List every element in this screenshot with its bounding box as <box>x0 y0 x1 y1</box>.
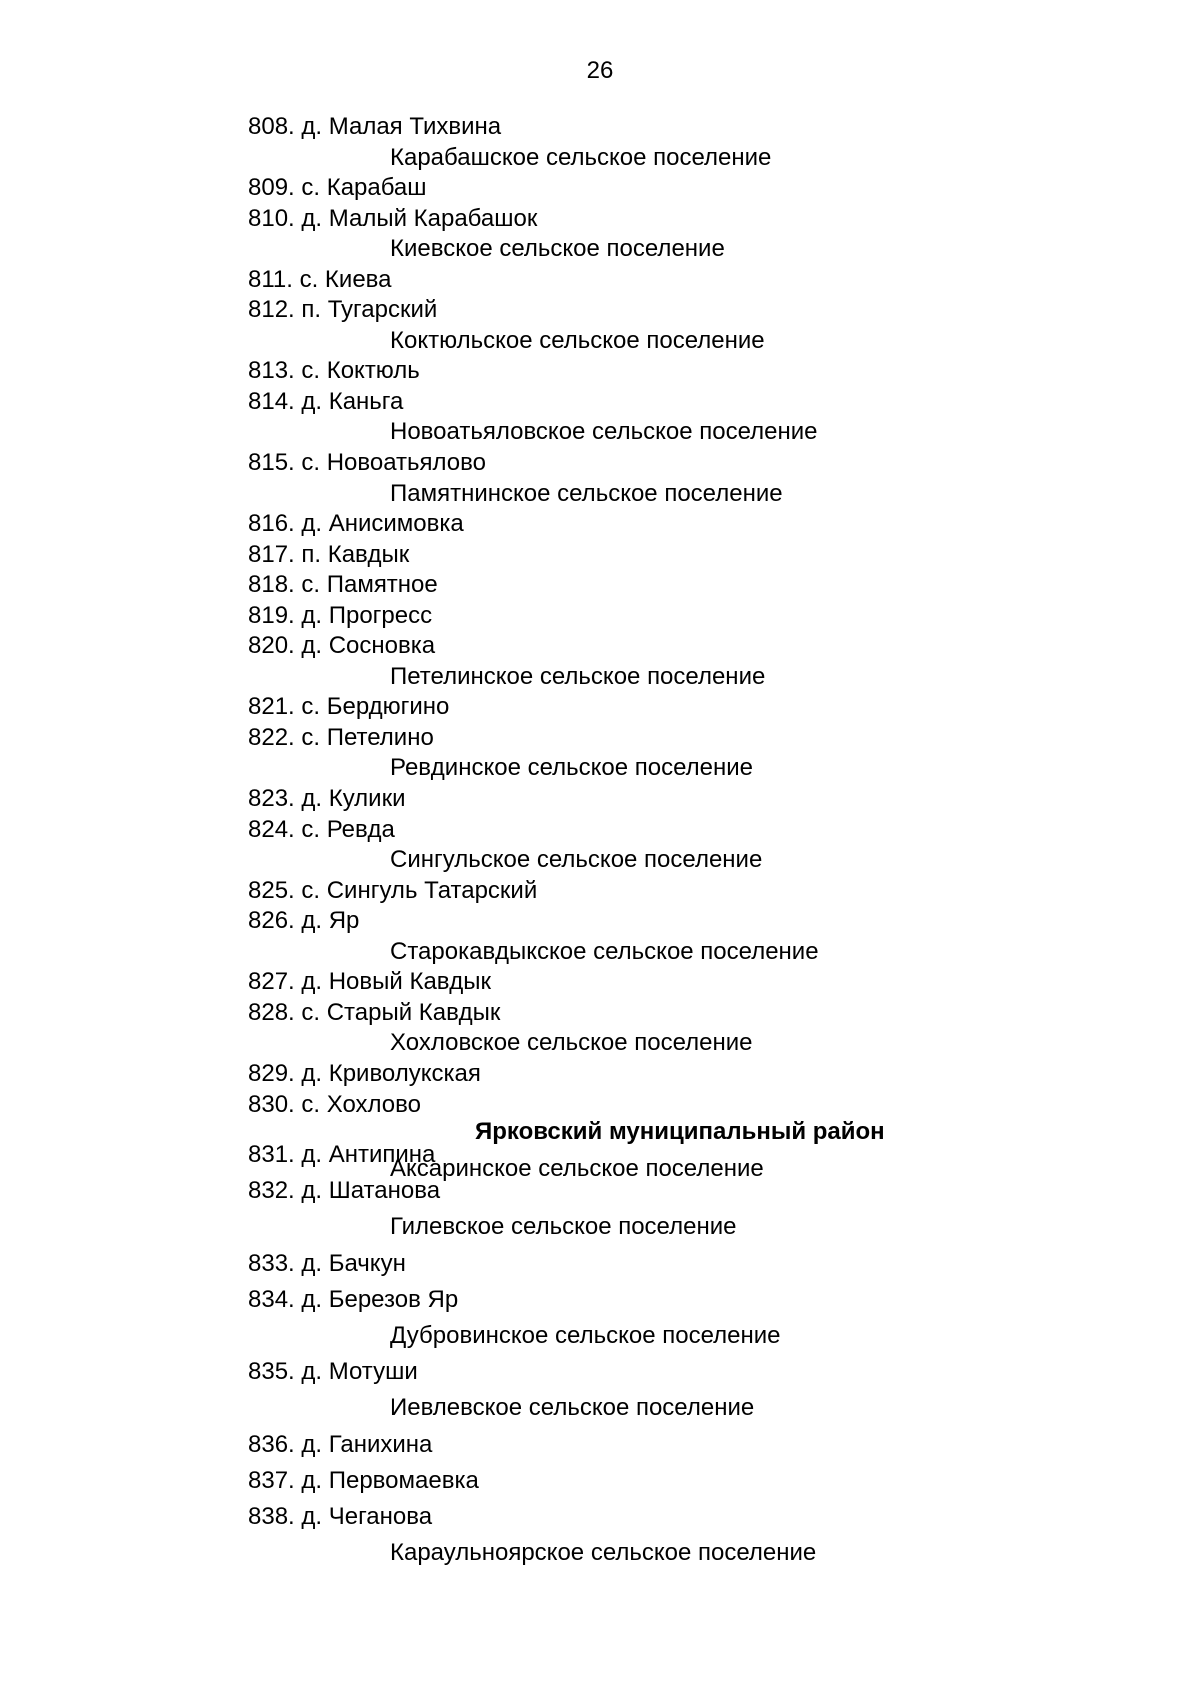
settlement-heading: Коктюльское сельское поселение <box>390 326 765 354</box>
locality-entry: 816. д. Анисимовка <box>248 510 464 538</box>
locality-entry: 812. п. Тугарский <box>248 296 438 324</box>
locality-entry: 832. д. Шатанова <box>248 1177 441 1205</box>
locality-entry: 819. д. Прогресс <box>248 601 433 629</box>
settlement-heading: Иевлевское сельское поселение <box>390 1394 755 1422</box>
locality-entry: 829. д. Криволукская <box>248 1059 481 1087</box>
settlement-heading: Дубровинское сельское поселение <box>390 1321 781 1349</box>
locality-entry: 836. д. Ганихина <box>248 1430 433 1458</box>
settlement-heading: Сингульское сельское поселение <box>390 846 763 874</box>
locality-entry: 826. д. Яр <box>248 907 360 935</box>
locality-entry: 815. с. Новоатьялово <box>248 449 486 477</box>
locality-entry: 822. с. Петелино <box>248 723 434 751</box>
settlement-heading: Киевское сельское поселение <box>390 235 725 263</box>
settlement-heading: Старокавдыкское сельское поселение <box>390 937 819 965</box>
locality-entry: 810. д. Малый Карабашок <box>248 204 538 232</box>
settlement-heading: Петелинское сельское поселение <box>390 662 766 690</box>
settlement-heading: Хохловское сельское поселение <box>390 1029 753 1057</box>
settlement-list-part-1 <box>0 112 1200 1120</box>
locality-entry: 834. д. Березов Яр <box>248 1285 459 1313</box>
locality-entry: 809. с. Карабаш <box>248 174 427 202</box>
locality-entry: 811. с. Киева <box>248 265 392 293</box>
locality-entry: 818. с. Памятное <box>248 571 438 599</box>
settlement-heading: Гилевское сельское поселение <box>390 1213 737 1241</box>
locality-entry: 831. д. Антипина <box>248 1141 436 1168</box>
settlement-heading: Аксаринское сельское поселение <box>390 1155 764 1182</box>
settlement-list-part-2 <box>0 1137 1200 1571</box>
locality-entry: 824. с. Ревда <box>248 815 395 843</box>
settlement-heading: Памятнинское сельское поселение <box>390 479 783 507</box>
locality-entry: 833. д. Бачкун <box>248 1249 406 1277</box>
locality-entry: 820. д. Сосновка <box>248 632 436 660</box>
locality-entry: 835. д. Мотуши <box>248 1358 418 1386</box>
locality-entry: 817. п. Кавдык <box>248 540 410 568</box>
locality-entry: 814. д. Каньга <box>248 387 404 415</box>
locality-entry: 813. с. Коктюль <box>248 357 420 385</box>
settlement-heading: Карабашское сельское поселение <box>390 143 772 171</box>
page-number: 26 <box>586 57 614 84</box>
locality-entry: 821. с. Бердюгино <box>248 693 450 721</box>
locality-entry: 825. с. Сингуль Татарский <box>248 876 538 904</box>
locality-entry: 837. д. Первомаевка <box>248 1466 479 1494</box>
locality-entry: 827. д. Новый Кавдык <box>248 968 492 996</box>
settlement-heading: Новоатьяловское сельское поселение <box>390 418 818 446</box>
settlement-heading: Ревдинское сельское поселение <box>390 754 754 782</box>
locality-entry: 808. д. Малая Тихвина <box>248 113 502 140</box>
locality-entry: 830. с. Хохлово <box>248 1090 421 1118</box>
locality-entry: 828. с. Старый Кавдык <box>248 998 501 1026</box>
settlement-heading: Караульноярское сельское поселение <box>390 1539 817 1567</box>
locality-entry: 823. д. Кулики <box>248 785 406 813</box>
locality-entry: 838. д. Чеганова <box>248 1502 433 1530</box>
district-heading: Ярковский муниципальный район <box>475 1118 885 1145</box>
